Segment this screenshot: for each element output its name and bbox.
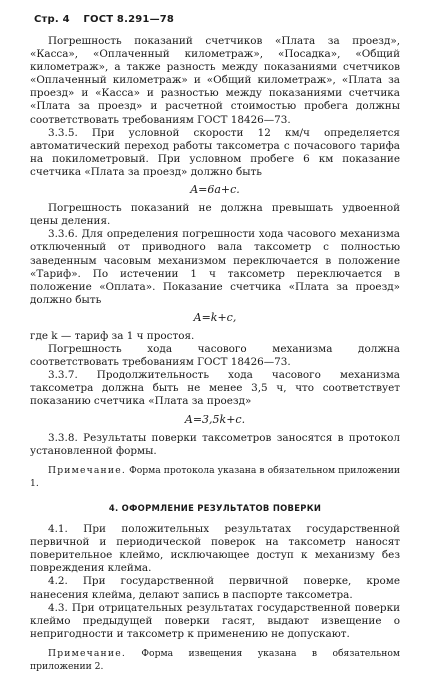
- formula-3: A=3,5k+c.: [184, 412, 246, 426]
- paragraph-4-2: 4.2. При государственной первичной поверке, кроме нанесения клейма, делают запись в паспорте таксометра.: [30, 575, 400, 601]
- note-1-label: Примечание.: [48, 464, 126, 476]
- standard-code: ГОСТ 8.291—78: [83, 14, 175, 25]
- note-1: [30, 464, 400, 490]
- page-header: [34, 14, 400, 25]
- formula-2: A=k+c,: [193, 310, 237, 324]
- page-number: Стр. 4: [34, 14, 70, 25]
- section-4-title: 4. ОФОРМЛЕНИЕ РЕЗУЛЬТАТОВ ПОВЕРКИ: [108, 503, 322, 513]
- formula-1: A=6a+c.: [190, 183, 240, 197]
- note-2: [30, 647, 400, 673]
- paragraph-errors: Погрешность показаний счетчиков «Плата за проезд», «Касса», «Оплаченный километраж», «Посадка», «Общий километраж», а также разность между показаниями счетчиков «Оплаченный километраж» и «Общий километраж», «Плата за проезд» и «Касса» и разностью между показаниями счетчика «Плата за проезд» и расчетной стоимостью пробега должны соответствовать требованиям ГОСТ 18426—73.: [30, 35, 400, 126]
- paragraph-4-3: 4.3. При отрицательных результатах государственной поверки клеймо предыдущей поверки гасят, выдают извещение о непригодности и таксометр к применению не допускают.: [30, 601, 400, 640]
- note-1-text: Форма протокола указана в обязательном приложении 1.: [30, 464, 401, 489]
- paragraph-3-3-6-error: Погрешность хода часового механизма должна соответствовать требованиям ГОСТ 18426—73.: [30, 343, 400, 369]
- formula-2-explanation: где k — тариф за 1 ч простоя.: [30, 329, 195, 342]
- paragraph-3-3-7: 3.3.7. Продолжительность хода часового механизма таксометра должна быть не менее 3,5 ч, что соответствует показанию счетчика «Плата за проезд»: [30, 369, 400, 408]
- paragraph-3-3-6: 3.3.6. Для определения погрешности хода часового механизма отключенный от приводного вала таксометр с полностью заведенным часовым механизмом переключается в положение «Тариф». По истечении 1 ч таксометр переключается в положение «Оплата». Показание счетчика «Плата за проезд» должно быть: [30, 228, 400, 306]
- document-body: [30, 35, 400, 673]
- paragraph-3-3-8: 3.3.8. Результаты поверки таксометров заносятся в протокол установленной формы.: [30, 431, 400, 457]
- paragraph-4-1: 4.1. При положительных результатах государственной первичной и периодической поверок на таксометр наносят поверительное клеймо, исключающее доступ к механизму без повреждения клейма.: [30, 523, 400, 575]
- paragraph-3-3-5-error: Погрешность показаний не должна превышать удвоенной цены деления.: [30, 202, 400, 228]
- note-2-text: Форма извещения указана в обязательном приложении 2.: [30, 647, 401, 673]
- note-2-label: Примечание.: [48, 647, 126, 659]
- paragraph-3-3-5: 3.3.5. При условной скорости 12 км/ч определяется автоматический переход работы таксометра с почасового тарифа на покилометровый. При условном пробеге 6 км показание счетчика «Плата за проезд» должно быть: [30, 126, 400, 178]
